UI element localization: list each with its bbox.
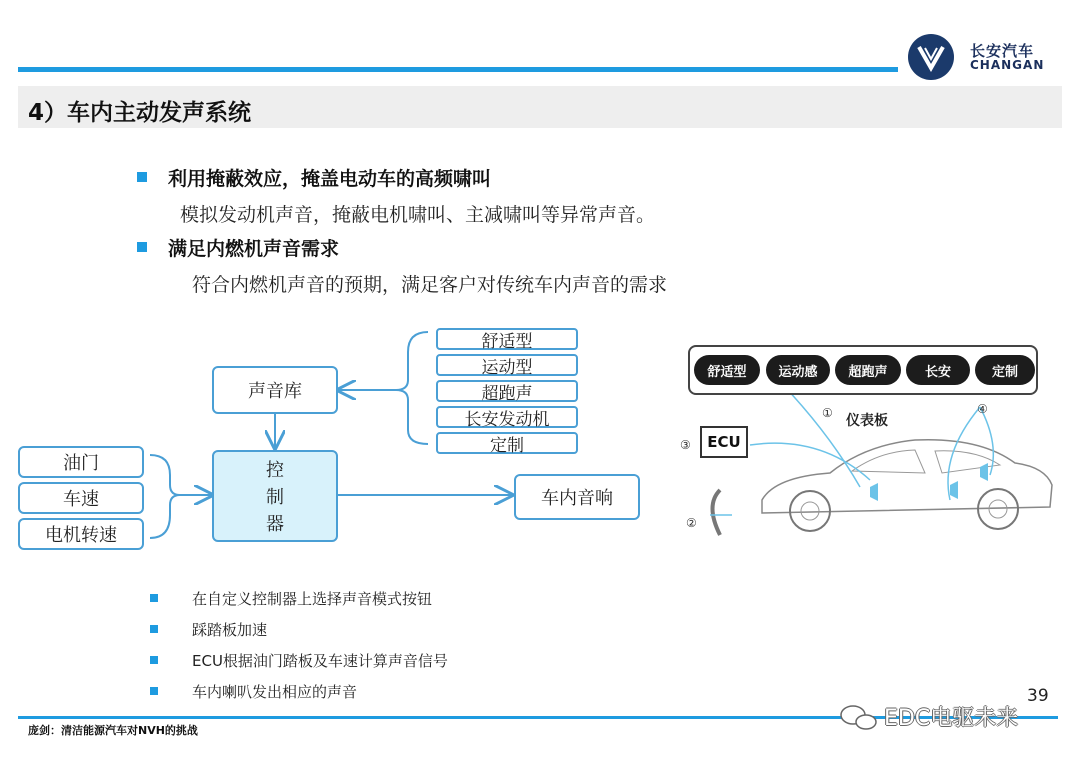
watermark-text: EDC电驱未来 xyxy=(884,706,1019,731)
input-box: 车速 xyxy=(18,482,144,514)
marker-3: ③ xyxy=(680,438,691,452)
bullet-subtext: 符合内燃机声音的预期，满足客户对传统车内声音的需求 xyxy=(192,274,668,296)
controller-char: 器 xyxy=(266,513,284,535)
list-item: 车内喇叭发出相应的声音 xyxy=(192,683,358,701)
source-citation: 庞剑：清洁能源汽车对NVH的挑战 xyxy=(28,724,198,737)
bullet-subtext: 模拟发动机声音，掩蔽电机啸叫、主减啸叫等异常声音。 xyxy=(180,204,656,226)
marker-4: ④ xyxy=(977,402,988,416)
list-marker xyxy=(150,687,158,695)
mode-button: 定制 xyxy=(975,355,1035,385)
page-number: 39 xyxy=(1027,686,1049,706)
list-item: 在自定义控制器上选择声音模式按钮 xyxy=(192,590,433,608)
controller-char: 控 xyxy=(266,460,284,482)
list-item: 踩踏板加速 xyxy=(192,621,268,639)
wechat-icon xyxy=(838,703,880,733)
speaker-output-box: 车内音响 xyxy=(514,474,640,520)
page-title: 4）车内主动发声系统 xyxy=(28,100,252,126)
sound-library-box: 声音库 xyxy=(212,366,338,414)
bullet-heading: 利用掩蔽效应，掩盖电动车的高频啸叫 xyxy=(168,168,492,190)
input-box: 油门 xyxy=(18,446,144,478)
mode-box: 长安发动机 xyxy=(436,406,578,428)
mode-button: 舒适型 xyxy=(694,355,760,385)
mode-button: 运动感 xyxy=(766,355,830,385)
mode-button: 长安 xyxy=(906,355,970,385)
list-item: ECU根据油门踏板及车速计算声音信号 xyxy=(192,652,448,670)
mode-button: 超跑声 xyxy=(835,355,901,385)
controller-box xyxy=(212,450,338,542)
marker-1: ① xyxy=(822,406,833,420)
input-box: 电机转速 xyxy=(18,518,144,550)
list-marker xyxy=(150,594,158,602)
mode-box: 超跑声 xyxy=(436,380,578,402)
marker-2: ② xyxy=(686,516,697,530)
dashboard-label: 仪表板 xyxy=(846,413,888,429)
bullet-heading: 满足内燃机声音需求 xyxy=(168,238,340,260)
changan-logo-icon xyxy=(908,34,954,80)
mode-box: 运动型 xyxy=(436,354,578,376)
controller-char: 制 xyxy=(266,486,284,508)
mode-box: 定制 xyxy=(436,432,578,454)
list-marker xyxy=(150,625,158,633)
logo-text-cn: 长安汽车 xyxy=(970,42,1035,60)
logo-text-en: CHANGAN xyxy=(970,58,1045,72)
ecu-box: ECU xyxy=(700,426,748,458)
list-marker xyxy=(150,656,158,664)
mode-box: 舒适型 xyxy=(436,328,578,350)
